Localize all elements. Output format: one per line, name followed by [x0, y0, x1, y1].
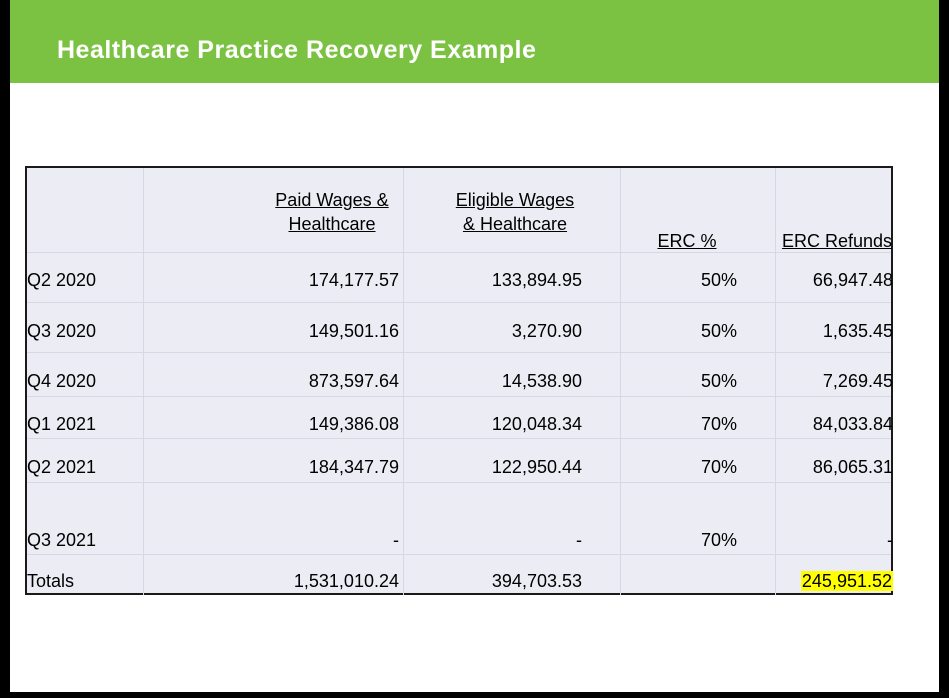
- grid-line: [27, 352, 891, 353]
- row-eligible: 14,538.90: [501, 371, 582, 391]
- grid-line: [27, 302, 891, 303]
- header-paid-line2: Healthcare: [288, 214, 376, 234]
- header-eligible-line2: & Healthcare: [462, 214, 568, 234]
- row-refund: 84,033.84: [812, 414, 893, 434]
- row-paid: 873,597.64: [308, 371, 399, 391]
- header-erc-refunds: ERC Refunds: [781, 231, 893, 251]
- title-bar: [10, 0, 939, 83]
- row-eligible: 3,270.90: [511, 321, 582, 341]
- row-period: Q3 2020: [27, 321, 97, 341]
- row-eligible: -: [576, 530, 582, 550]
- row-paid: 184,347.79: [308, 457, 399, 477]
- row-paid: 149,501.16: [308, 321, 399, 341]
- row-eligible: 120,048.34: [491, 414, 582, 434]
- row-erc-pct: 50%: [700, 321, 737, 341]
- header-paid-wages: [227, 188, 437, 236]
- erc-table: [25, 166, 893, 595]
- row-erc-pct: 50%: [700, 270, 737, 290]
- totals-label: Totals: [27, 571, 75, 591]
- row-paid: 149,386.08: [308, 414, 399, 434]
- row-period: Q2 2021: [27, 457, 97, 477]
- grid-line: [27, 396, 891, 397]
- totals-eligible: 394,703.53: [491, 571, 582, 591]
- totals-refund: [727, 571, 893, 592]
- slide: [10, 0, 939, 692]
- row-period: Q4 2020: [27, 371, 97, 391]
- grid-line: [27, 554, 891, 555]
- slide-title: Healthcare Practice Recovery Example: [57, 36, 537, 64]
- grid-line: [27, 252, 891, 253]
- header-paid-line1: Paid Wages &: [275, 190, 389, 210]
- row-period: Q3 2021: [27, 530, 97, 550]
- row-refund: 86,065.31: [812, 457, 893, 477]
- row-erc-pct: 70%: [700, 530, 737, 550]
- row-paid: 174,177.57: [308, 270, 399, 290]
- row-eligible: 122,950.44: [491, 457, 582, 477]
- totals-refund-highlight: 245,951.52: [801, 571, 892, 591]
- row-eligible: 133,894.95: [491, 270, 582, 290]
- row-refund: 1,635.45: [822, 321, 893, 341]
- row-erc-pct: 70%: [700, 457, 737, 477]
- totals-paid: 1,531,010.24: [293, 571, 399, 591]
- row-paid: -: [393, 530, 399, 550]
- row-refund: 7,269.45: [822, 371, 893, 391]
- row-erc-pct: 70%: [700, 414, 737, 434]
- row-erc-pct: 50%: [700, 371, 737, 391]
- row-period: Q2 2020: [27, 270, 97, 290]
- grid-line: [27, 438, 891, 439]
- row-refund: -: [887, 530, 893, 550]
- grid-line: [143, 168, 144, 595]
- header-eligible-wages: [410, 188, 620, 236]
- header-eligible-line1: Eligible Wages: [455, 190, 575, 210]
- grid-line: [27, 482, 891, 483]
- header-erc-pct: ERC %: [657, 231, 717, 251]
- row-refund: 66,947.48: [812, 270, 893, 290]
- row-period: Q1 2021: [27, 414, 97, 434]
